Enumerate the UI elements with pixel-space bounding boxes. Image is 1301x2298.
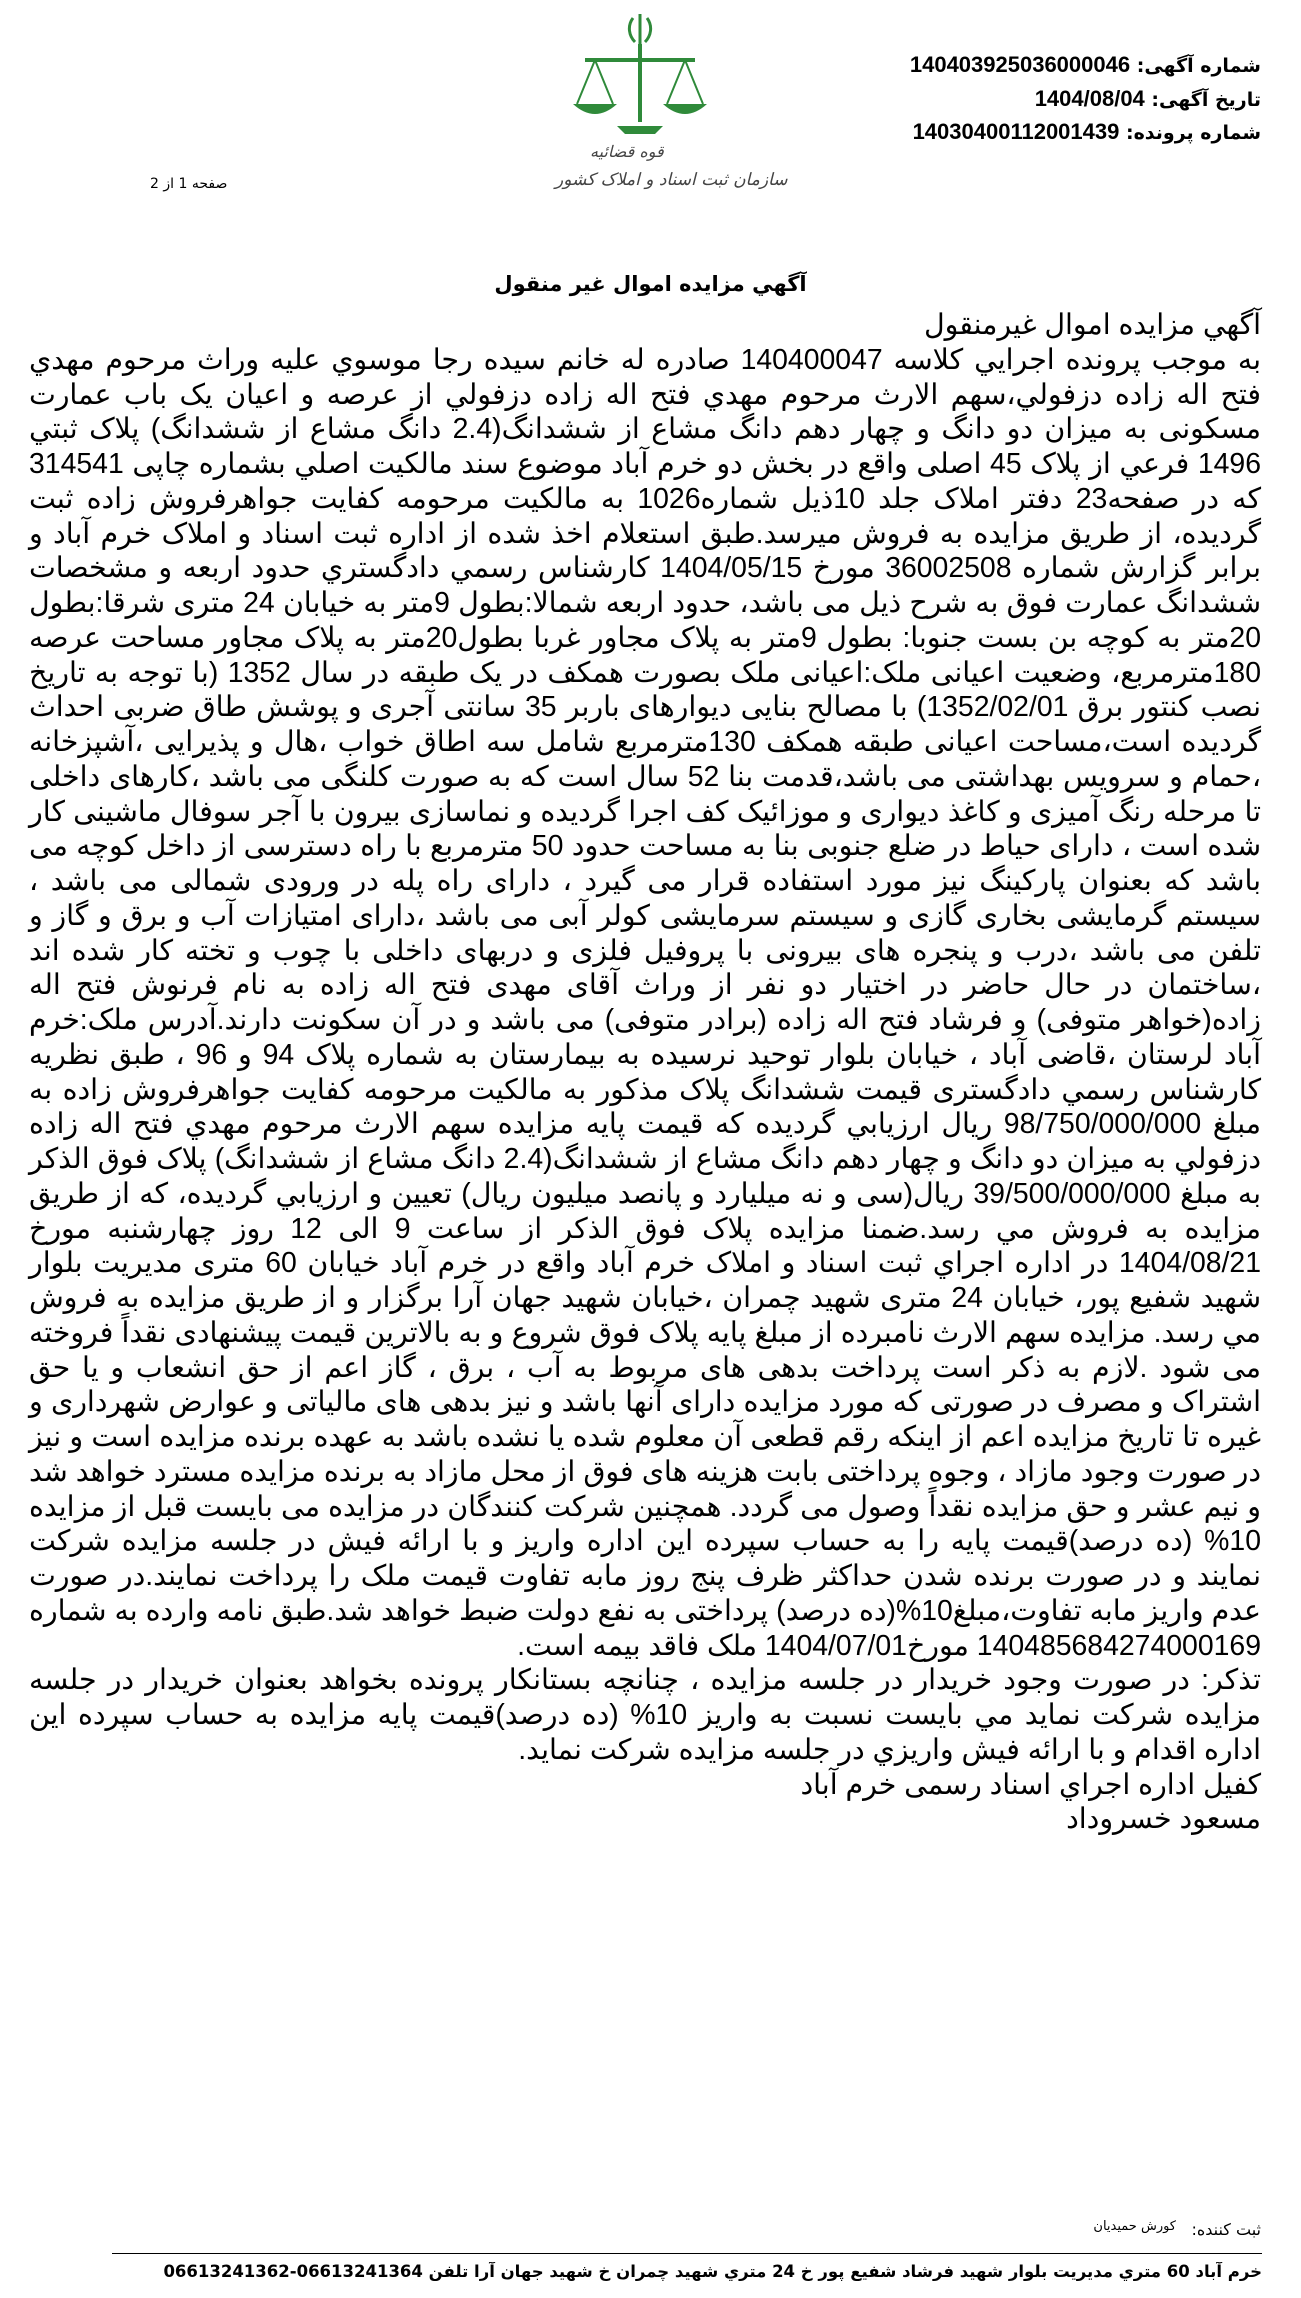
- signature-title: كفيل اداره اجراي اسناد رسمی خرم آباد: [800, 1768, 1261, 1801]
- ad-date-value: 1404/08/04: [1034, 86, 1145, 111]
- announcement-body: [29, 308, 1261, 1837]
- file-number-row: [913, 119, 1261, 145]
- emblem-caption-judiciary: قوه قضائیه: [590, 142, 664, 161]
- footer-address: خرم آباد 60 متري مديريت بلوار شهيد فرشاد شفيع پور خ 24 متري شهيد چمران خ شهيد جهان آرا تلفن 06613241364-06613241362: [163, 2262, 1262, 2281]
- document-title: آگهي مزایده اموال غیر منقول: [494, 272, 807, 296]
- body-note-paragraph: تذكر: در صورت وجود خريدار در جلسه مزايده ، چنانچه بستانكار پرونده بخواهد بعنوان خريدار در جلسه مزايده شركت نمايد مي بايست نسبت به واريز 10% (ده درصد)قيمت پايه مزايده به حساب سپرده اين اداره اقدام و با ارائه فيش واريزي در جلسه مزايده شركت نمايد.: [29, 1664, 1262, 1766]
- ad-date-label: تاریخ آگهی:: [1151, 89, 1261, 111]
- body-main-paragraph: به موجب پرونده اجرايي كلاسه 140400047 صادره له خانم سيده رجا موسوي عليه وراث مرحوم مهدي فتح اله زاده دزفولي،سهم الارث مرحوم مهدي فتح اله زاده دزفولي از عرصه و اعيان يک باب عمارت مسکونی به میزان دو دانگ و چهار دهم دانگ مشاع از ششدانگ(2.4 دانگ مشاع از ششدانگ) پلاک ثبتي 1496 فرعي از پلاک 45 اصلی واقع در بخش دو خرم آباد موضوع سند مالكيت اصلي بشماره چاپی 314541 که در صفحه23 دفتر املاک جلد 10ذيل شماره1026 به مالکیت مرحومه کفایت جواهرفروش زاده ثبت گرديده، از طريق مزايده به فروش ميرسد.طبق استعلام اخذ شده از اداره ثبت اسناد و املاک خرم آباد و برابر گزارش شماره 36002508 مورخ 1404/05/15 كارشناس رسمي دادگستري حدود اربعه و مشخصات ششدانگ عمارت فوق به شرح ذيل می باشد، حدود اربعه شمالا:بطول 9متر به خیابان 24 متری شرقا:بطول 20متر به کوچه بن بست جنوبا: بطول 9متر به پلاک مجاور غربا بطول20متر به پلاک مجاور مساحت عرصه 180مترمربع، وضعیت اعیانی ملک:اعیانی ملک بصورت همکف در یک طبقه در سال 1352 (با توجه به تاریخ نصب کنتور برق 1352/02/01) با مصالح بنایی دیوارهای باربر 35 سانتی آجری و پوشش طاق ضربی احداث گردیده است،مساحت اعیانی طبقه همکف 130مترمربع شامل سه اطاق خواب ،هال و پذیرایی ،آشپزخانه ،حمام و سرویس بهداشتی می باشد،قدمت بنا 52 سال است که به صورت کلنگی می باشد ،کارهای داخلی تا مرحله رنگ آمیزی و کاغذ دیواری و موزائیک کف اجرا گردیده و نماسازی بیرون با آجر سوفال ماشینی کار شده است ، دارای حیاط در ضلع جنوبی بنا به مساحت حدود 50 مترمربع با راه دسترسی از داخل کوچه می باشد که بعنوان پارکینگ نیز مورد استفاده قرار می گیرد ، دارای راه پله در ورودی شمالی می باشد ، سیستم گرمایشی بخاری گازی و سیستم سرمایشی کولر آبی می باشد ،دارای امتیازات آب و برق و گاز و تلفن می باشد ،درب و پنجره های بیرونی با پروفیل فلزی و دربهای داخلی با چوب و تخته کار شده اند ،ساختمان در حال حاضر در اختیار دو نفر از وراث آقای مهدی فتح اله زاده به نام فرنوش فتح اله زاده(خواهر متوفی) و فرشاد فتح اله زاده (برادر متوفی) می باشد و در آن سکونت دارند.آدرس ملک:خرم آباد لرستان ،قاضی آباد ، خیابان بلوار توحید نرسیده به بیمارستان به شماره پلاک 94 و 96 ، طبق نظریه كارشناس رسمي دادگستری قیمت ششدانگ پلاک مذکور به مالکیت مرحومه کفایت جواهرفروش زاده به مبلغ 98/750/000/000 ريال ارزيابي گرديده که قیمت پایه مزایده سهم الارث مرحوم مهدي فتح اله زاده دزفولي به میزان دو دانگ و چهار دهم دانگ مشاع از ششدانگ(2.4 دانگ مشاع از ششدانگ) پلاک فوق الذکر به مبلغ 39/500/000/000 ریال(سی و نه میلیارد و پانصد میلیون ریال) تعیین و ارزيابي گرديده، كه از طريق مزايده به فروش مي رسد.ضمنا مزايده پلاک فوق الذكر از ساعت 9 الی 12 روز چهارشنبه مورخ 1404/08/21 در اداره اجراي ثبت اسناد و املاک خرم آباد واقع در خرم آباد خیابان 60 متری مدیریت بلوار شهید شفیع پور، خیابان 24 متری شهید چمران ،خیابان شهید جهان آرا برگزار و از طريق مزايده به فروش مي رسد. مزایده سهم الارث نامبرده از مبلغ پایه پلاک فوق شروع و به بالاترین قیمت پیشنهادی نقداً فروخته می شود .لازم به ذکر است پرداخت بدهی های مربوط به آب ، برق ، گاز اعم از حق انشعاب و یا حق اشتراک و مصرف در صورتی که مورد مزایده دارای آنها باشد و نیز بدهی های مالیاتی و عوارض شهرداری و غیره تا تاریخ مزایده اعم از اینکه رقم قطعی آن معلوم شده یا نشده باشد به عهده برنده مزایده است و نیز در صورت وجود مازاد ، وجوه پرداختی بابت هزینه های فوق از محل مازاد به برنده مزایده مسترد خواهد شد و نیم عشر و حق مزایده نقداً وصول می گردد. همچنین شرکت کنندگان در مزایده می بایست قبل از مزایده 10% (ده درصد)قیمت پایه را به حساب سپرده این اداره واریز و با ارائه فیش در جلسه مزایده شرکت نمایند و در صورت برنده شدن حداکثر ظرف پنج روز مابه تفاوت قیمت ملک را پرداخت نمایند.در صورت عدم واریز مابه تفاوت،مبلغ10%(ده درصد) پرداختی به نفع دولت ضبط خواهد شد.طبق نامه وارده به شماره 14048568427400016​9 مورخ1404/07/01 ملک فاقد بیمه است.: [29, 343, 1262, 1662]
- registrar-name: كورش حميديان: [1093, 2219, 1176, 2234]
- ad-number-label: شماره آگهی:: [1136, 55, 1261, 77]
- judiciary-emblem: [555, 8, 725, 148]
- ad-number-value: 140403925036000046: [909, 52, 1131, 77]
- ad-date-row: [1035, 86, 1261, 112]
- body-heading: آگهي مزايده اموال غيرمنقول: [923, 309, 1261, 341]
- registrar-label: ثبت كننده:: [1191, 2220, 1261, 2239]
- page-indicator: صفحه 1 از 2: [150, 176, 228, 192]
- footer-divider: [112, 2253, 1262, 2254]
- ad-number-row: [910, 52, 1261, 78]
- file-number-value: 14030400112001439: [912, 119, 1120, 144]
- signature-name: مسعود خسروداد: [1066, 1803, 1261, 1836]
- emblem-caption-organization: سازمان ثبت اسناد و املاک کشور: [555, 170, 788, 190]
- file-number-label: شماره پرونده:: [1125, 122, 1261, 144]
